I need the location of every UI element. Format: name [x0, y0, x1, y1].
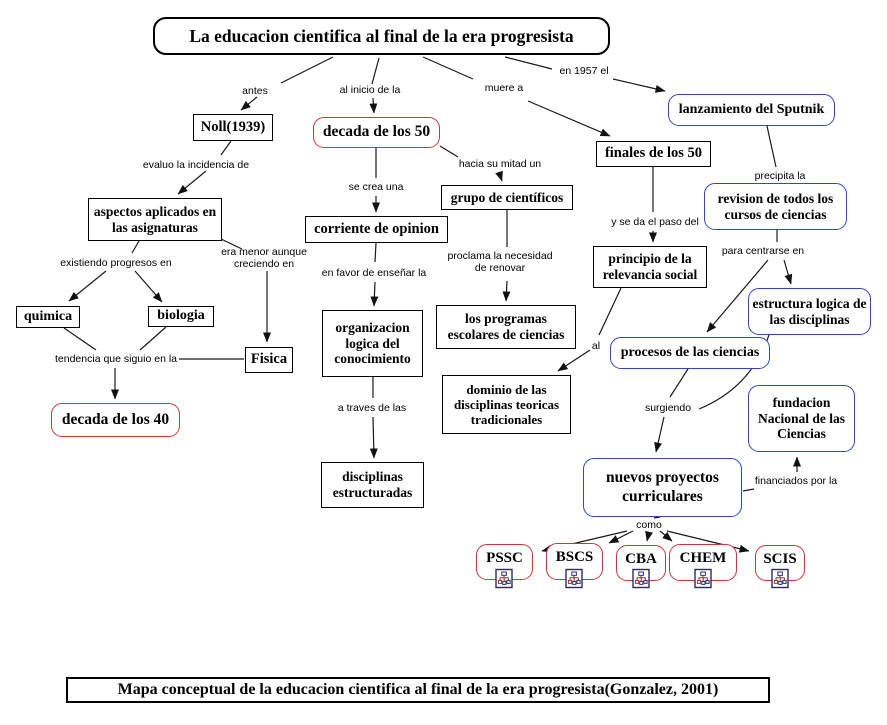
link-label-al-inicio: al inicio de la [339, 84, 401, 96]
node-quimica: quimica [16, 306, 80, 328]
map-title: La educacion cientifica al final de la era progresista [153, 17, 610, 55]
link-label-existiendo: existiendo progresos en [60, 257, 172, 269]
node-pssc: PSSC [476, 544, 533, 580]
concept-map-icon[interactable] [565, 568, 583, 589]
node-dominio-disciplinas: dominio de las disciplinas teoricas tradicionales [442, 375, 571, 434]
concept-map-icon[interactable] [632, 568, 650, 589]
link-label-en-favor: en favor de enseñar la [321, 267, 427, 279]
node-principio-relevancia: principio de la relevancia social [593, 246, 707, 288]
link-label-precipita: precipita la [754, 170, 806, 182]
node-aspectos-aplicados: aspectos aplicados en las asignaturas [88, 198, 222, 241]
node-estructura-logica: estructura logica de las disciplinas [748, 288, 871, 335]
node-programas-escolares: los programas escolares de ciencias [436, 305, 576, 349]
node-bscs: BSCS [546, 543, 603, 580]
link-label-al: al [591, 340, 601, 352]
node-decada-40: decada de los 40 [51, 403, 180, 437]
node-revision-cursos: revision de todos los cursos de ciencias [704, 183, 847, 230]
node-decada-50: decada de los 50 [313, 117, 440, 148]
node-chem: CHEM [669, 544, 737, 581]
link-label-proclama: proclama la necesidad de renovar [447, 250, 553, 275]
map-caption: Mapa conceptual de la educacion cientifica al final de la era progresista(Gonzalez, 2001) [66, 677, 770, 703]
node-fisica: Fisica [245, 347, 293, 373]
link-label-antes: antes [242, 85, 268, 97]
concept-map-icon[interactable] [771, 568, 789, 589]
link-label-como: como [636, 519, 662, 531]
node-corriente-de-opinion: corriente de opinion [305, 216, 448, 243]
link-label-para-centrarse: para centrarse en [721, 245, 805, 257]
link-label-tendencia: tendencia que siguio en la [54, 353, 178, 365]
node-noll: Noll(1939) [193, 114, 273, 141]
node-grupo-de-cientificos: grupo de científicos [441, 185, 573, 210]
concept-map-icon[interactable] [495, 568, 513, 589]
link-label-y-se-da: y se da el paso del [611, 216, 699, 228]
node-biologia: biologia [148, 306, 214, 327]
node-cba: CBA [616, 545, 666, 581]
node-organizacion-logica: organizacion logica del conocimiento [322, 310, 423, 377]
node-fundacion-nacional: fundacion Nacional de las Ciencias [748, 385, 855, 452]
node-sputnik: lanzamiento del Sputnik [668, 94, 835, 126]
link-label-muere-a: muere a [484, 82, 524, 94]
node-scis: SCIS [755, 545, 805, 581]
link-label-se-crea: se crea una [348, 181, 404, 193]
link-label-evaluo: evaluo la incidencia de [142, 159, 250, 171]
node-disciplinas-estructuradas: disciplinas estructuradas [321, 462, 424, 508]
node-nuevos-proyectos: nuevos proyectos curriculares [583, 458, 742, 517]
concept-map-icon[interactable] [694, 568, 712, 589]
link-label-surgiendo: surgiendo [644, 402, 692, 414]
node-finales-50: finales de los 50 [596, 141, 711, 167]
link-label-financiados: financiados por la [754, 475, 838, 487]
link-label-era-menor: era menor aunque creciendo en [221, 246, 307, 271]
node-procesos-ciencias: procesos de las ciencias [610, 337, 770, 369]
link-label-en-1957: en 1957 el [559, 65, 609, 77]
link-label-hacia-mitad: hacia su mitad un [458, 158, 542, 170]
link-label-a-traves: a traves de las [337, 402, 407, 414]
